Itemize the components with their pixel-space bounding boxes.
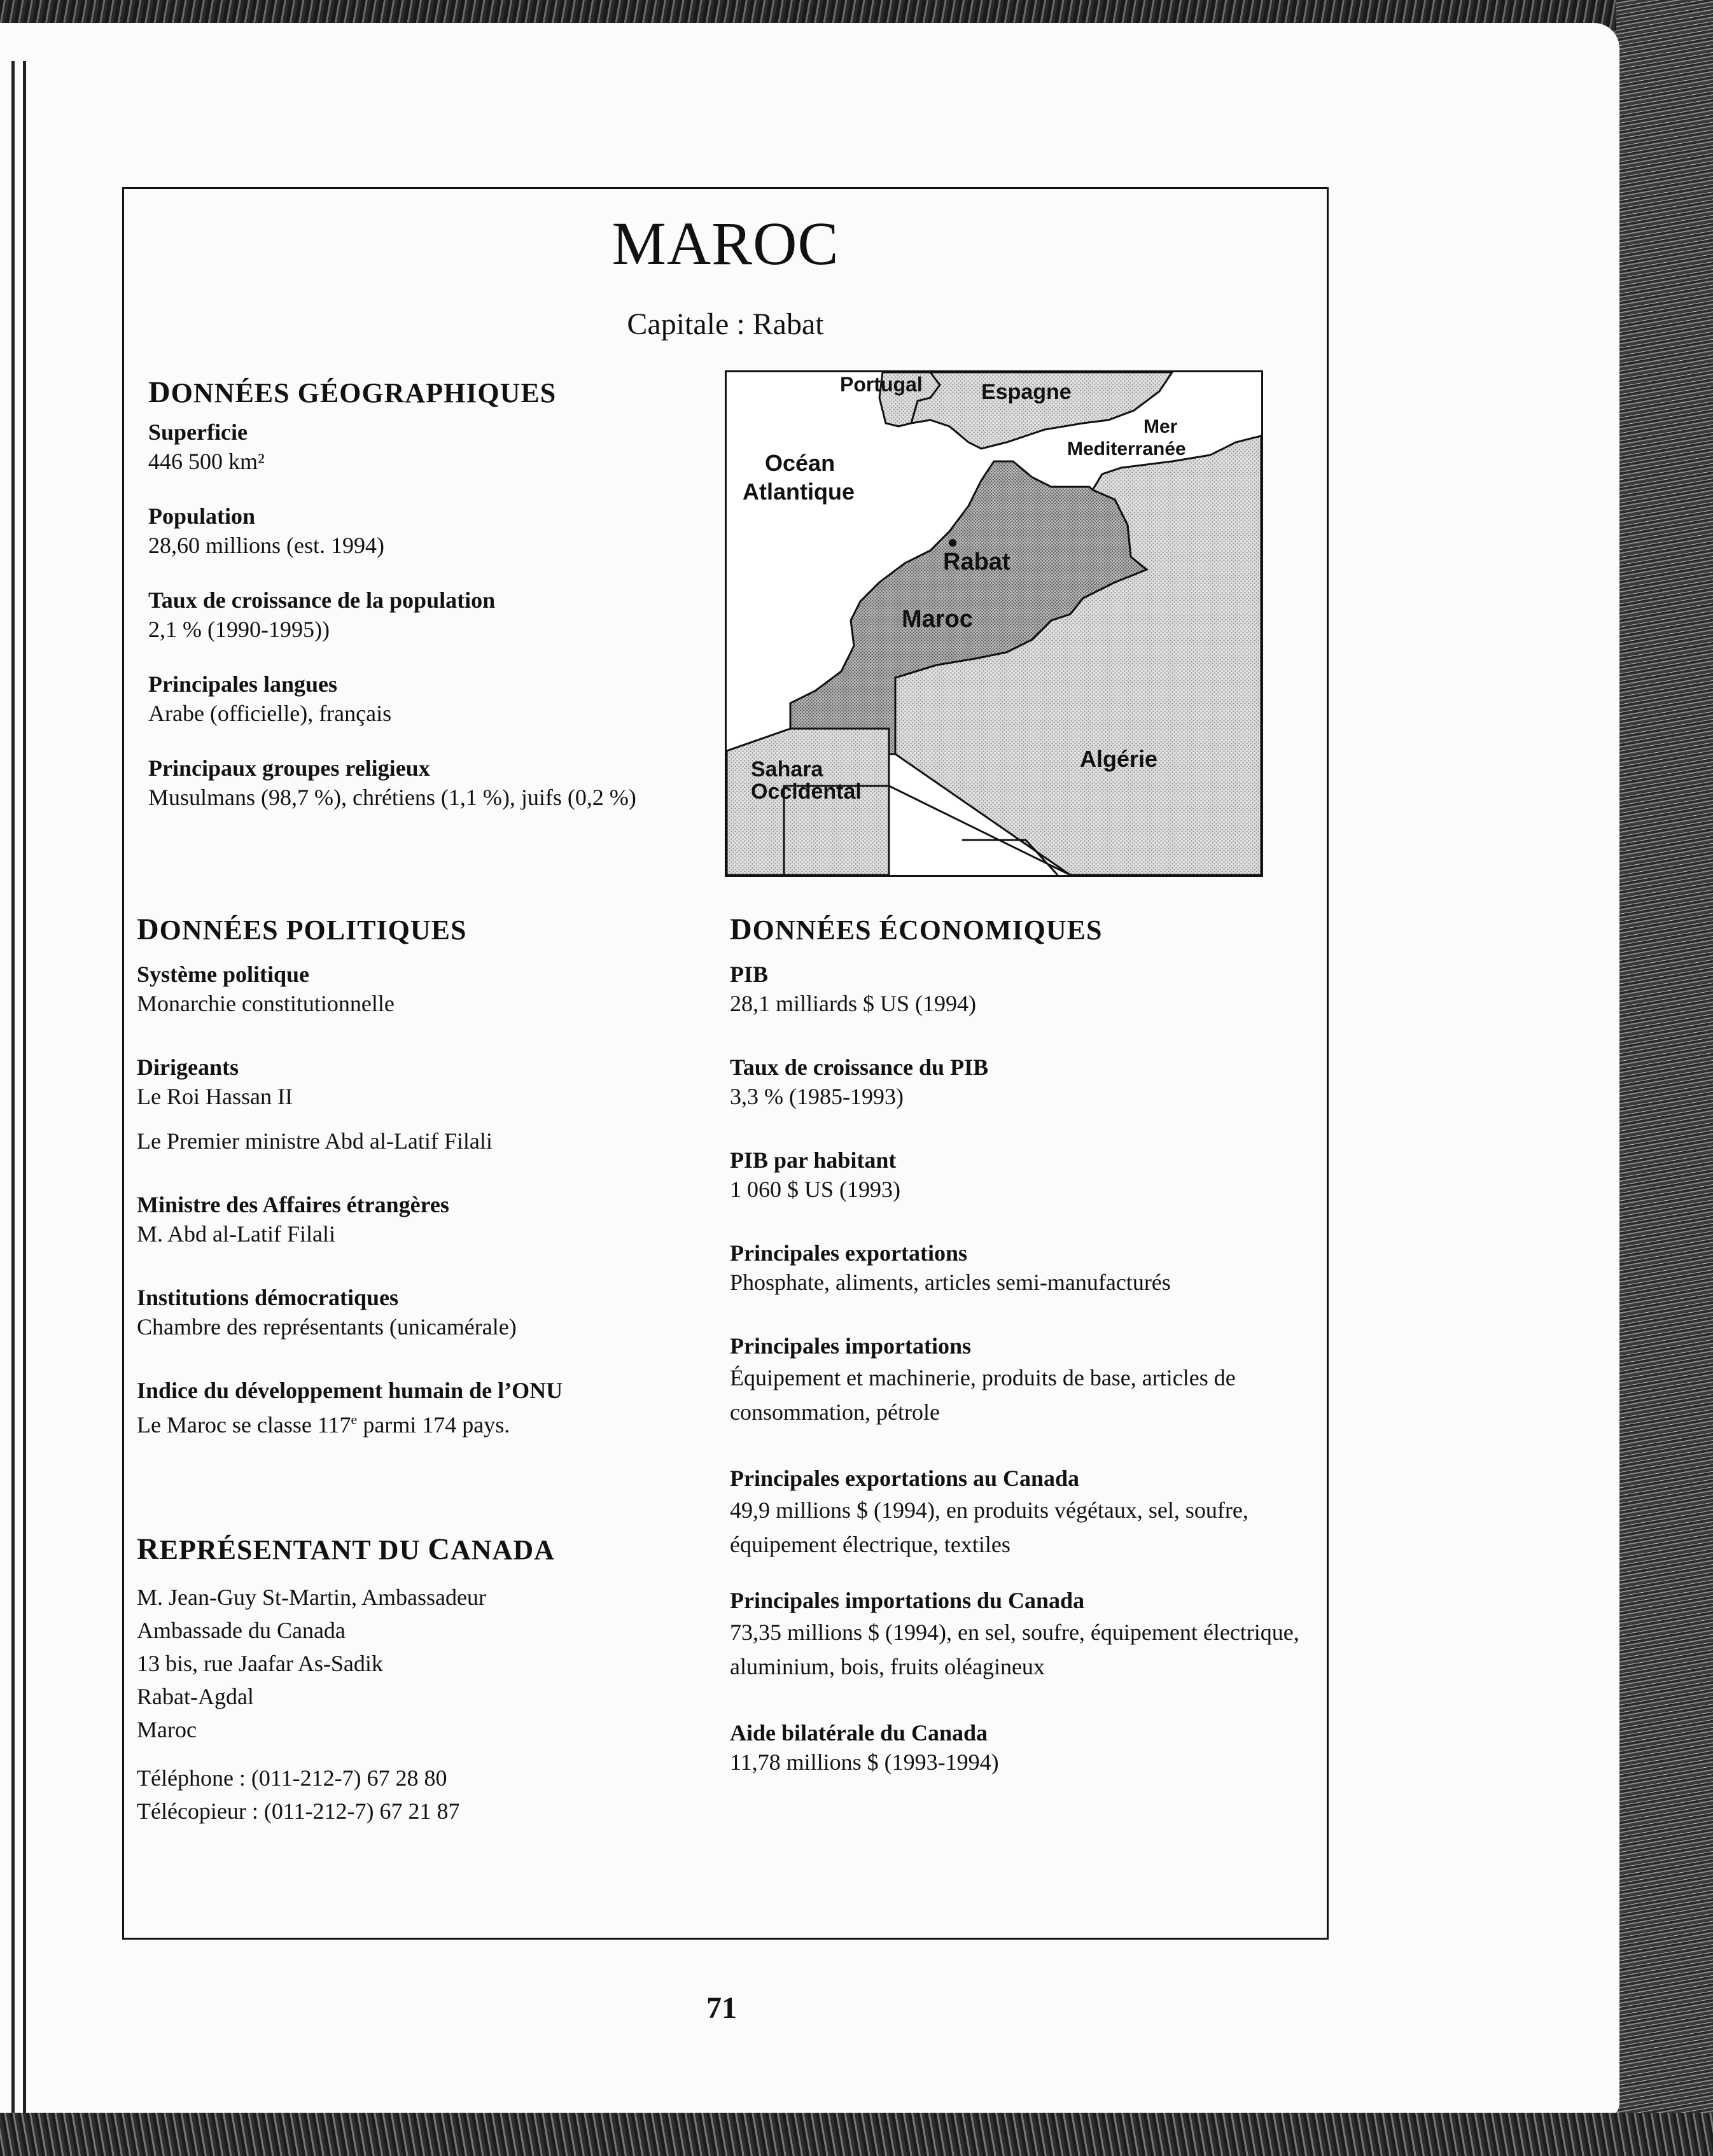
scan-edge-bottom [0,2113,1713,2156]
representant-address [137,1581,722,1746]
map-label-espagne: Espagne [981,380,1072,404]
systeme-block [137,960,722,1018]
map-morocco [725,370,1263,877]
institutions-label: Institutions démocratiques [137,1285,399,1310]
dirigeants-label: Dirigeants [137,1054,239,1080]
geo-section [148,375,753,837]
map-label-ocean: Océan [765,450,836,476]
eco-item [730,1718,1303,1777]
map-label-rabat: Rabat [943,549,1010,575]
telecopieur: Télécopieur : (011-212-7) 67 21 87 [137,1798,460,1824]
economique-section [730,912,1303,1802]
eco-item [730,1238,1303,1297]
ministre-value: M. Abd al-Latif Filali [137,1221,335,1247]
geo-label: Superficie [148,419,248,445]
address-line: Ambassade du Canada [137,1618,346,1643]
indice-block [137,1376,722,1439]
eco-label: PIB [730,962,769,987]
politique-heading [137,912,722,947]
indice-value [137,1405,722,1439]
eco-label: Taux de croissance du PIB [730,1054,989,1080]
geo-heading-initial: D [148,375,171,409]
dirigeants-block [137,1053,722,1156]
geo-heading [148,375,753,410]
geo-value: 446 500 km² [148,449,265,474]
systeme-label: Système politique [137,962,310,987]
eco-value: 11,78 millions $ (1993-1994) [730,1749,999,1775]
map-rabat-dot [949,539,956,547]
eco-value: 28,1 milliards $ US (1994) [730,991,976,1016]
representant-heading-initial: R [137,1532,160,1566]
geo-label: Principales langues [148,671,338,697]
address-line: Rabat-Agdal [137,1684,254,1709]
eco-item [730,1586,1303,1684]
politique-heading-initial: D [137,913,160,946]
map-label-algerie: Algérie [1080,746,1158,772]
address-line: M. Jean-Guy St-Martin, Ambassadeur [137,1585,486,1610]
representant-heading-mid: EPRÉSENTANT DU [159,1534,428,1565]
eco-item [730,1464,1303,1562]
geo-heading-rest: ONNÉES GÉOGRAPHIQUES [171,377,557,409]
scan-edge-right [1616,0,1713,2156]
page-title: MAROC [612,209,839,277]
eco-value: 1 060 $ US (1993) [730,1177,900,1202]
eco-label: PIB par habitant [730,1147,897,1173]
eco-value: 3,3 % (1985-1993) [730,1084,904,1109]
eco-item [730,960,1303,1018]
map-svg [727,372,1261,875]
telephone: Téléphone : (011-212-7) 67 28 80 [137,1765,447,1791]
ministre-block [137,1190,722,1249]
map-label-mediterranee: Mediterranée [1067,438,1186,459]
page-number: 71 [706,1991,737,2025]
page-sheet [0,23,1619,2117]
representant-heading [137,1532,722,1567]
geo-value: 28,60 millions (est. 1994) [148,533,384,558]
map-label-portugal: Portugal [840,373,923,396]
geo-value: 2,1 % (1990-1995)) [148,617,330,642]
politique-heading-rest: ONNÉES POLITIQUES [159,914,467,946]
geo-label: Taux de croissance de la population [148,587,496,613]
geo-item [148,585,753,644]
geo-label: Principaux groupes religieux [148,755,430,781]
eco-label: Aide bilatérale du Canada [730,1720,988,1746]
address-line: 13 bis, rue Jaafar As-Sadik [137,1651,383,1676]
geo-value: Musulmans (98,7 %), chrétiens (1,1 %), juifs (0,2 %) [148,785,636,810]
map-label-sahara: Sahara [751,757,823,781]
eco-label: Principales importations du Canada [730,1588,1085,1613]
eco-item [730,1053,1303,1111]
map-label-mer: Mer [1143,416,1178,437]
eco-value: Phosphate, aliments, articles semi-manufacturés [730,1270,1171,1295]
capital-line: Capitale : Rabat [627,307,824,341]
ministre-label: Ministre des Affaires étrangères [137,1192,449,1217]
eco-value: 49,9 millions $ (1994), en produits végétaux, sel, soufre, équipement électrique, textiles [730,1497,1248,1557]
eco-value: Équipement et machinerie, produits de base, articles de consommation, pétrole [730,1365,1236,1425]
indice-value-text: Le Maroc se classe 117 [137,1412,351,1438]
eco-label: Principales importations [730,1333,971,1359]
economique-heading-rest: ONNÉES ÉCONOMIQUES [752,914,1103,946]
economique-heading-initial: D [730,913,753,946]
geo-value: Arabe (officielle), français [148,701,392,726]
representant-heading-initial-2: C [428,1532,451,1566]
politique-section [137,912,722,1465]
indice-label: Indice du développement humain de l’ONU [137,1378,563,1403]
institutions-block [137,1283,722,1341]
eco-label: Principales exportations au Canada [730,1466,1080,1491]
indice-value-text-end: parmi 174 pays. [357,1412,510,1438]
geo-label: Population [148,503,256,529]
dirigeant-premier-ministre: Le Premier ministre Abd al-Latif Filali [137,1128,493,1154]
geo-item [148,501,753,560]
dirigeant-roi: Le Roi Hassan II [137,1084,293,1109]
country-frame [122,187,1329,1940]
systeme-value: Monarchie constitutionnelle [137,991,395,1016]
map-label-occidental: Occidental [751,780,862,804]
address-line: Maroc [137,1717,197,1742]
eco-item [730,1145,1303,1204]
geo-item [148,753,753,812]
map-label-atlantique: Atlantique [743,479,855,505]
indice-value-superscript: e [351,1411,358,1427]
representant-section [137,1532,722,1828]
geo-item [148,669,753,728]
eco-item [730,1331,1303,1429]
representant-heading-rest: ANADA [451,1534,555,1565]
binding-line [23,61,26,2129]
institutions-value: Chambre des représentants (unicamérale) [137,1314,517,1340]
map-label-maroc: Maroc [902,606,973,633]
geo-item [148,417,753,476]
eco-value: 73,35 millions $ (1994), en sel, soufre, équipement électrique, aluminium, bois, fruits oléagineux [730,1620,1299,1679]
eco-label: Principales exportations [730,1240,967,1266]
economique-heading [730,912,1303,947]
binding-line [11,61,15,2129]
